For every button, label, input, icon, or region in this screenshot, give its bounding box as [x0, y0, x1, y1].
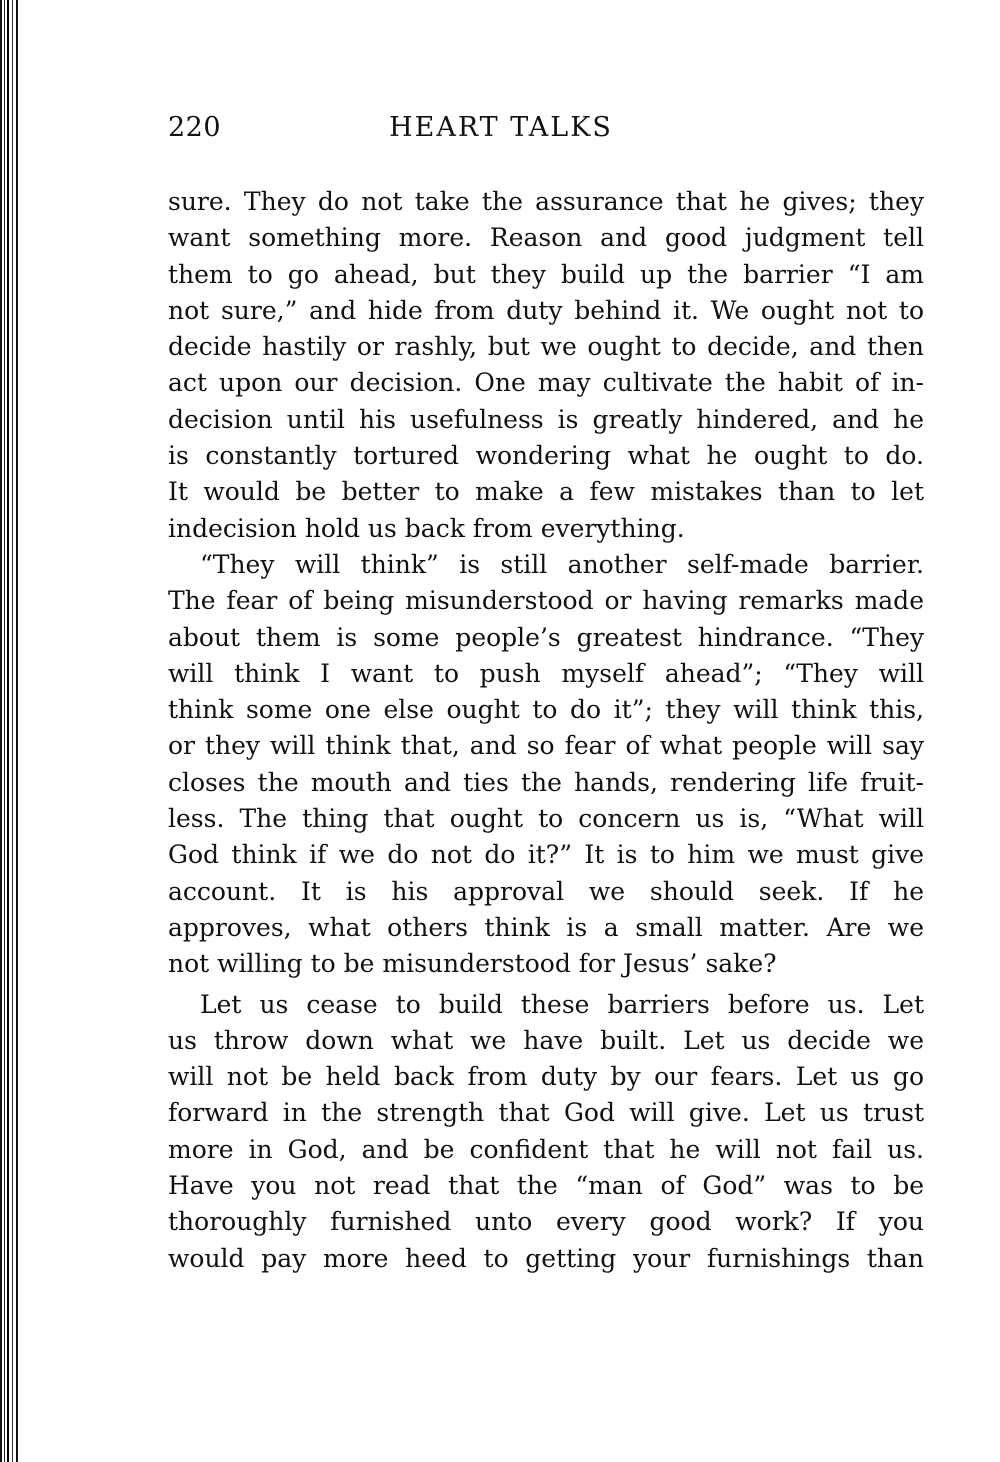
page-header — [168, 112, 924, 152]
running-title: HEART TALKS — [389, 112, 613, 143]
text-line: would pay more heed to getting your furnishings than — [168, 1243, 924, 1273]
text-line: forward in the strength that God will give. Let us trust — [168, 1098, 924, 1128]
paragraph — [168, 184, 924, 547]
text-line: less. The thing that ought to concern us is, “What will — [168, 804, 924, 834]
book-binding-edge — [0, 0, 24, 1462]
text-line: think some one else ought to do it”; they will think this, — [168, 695, 924, 725]
text-line: is constantly tortured wondering what he ought to do. — [168, 441, 924, 471]
text-line: want something more. Reason and good judgment tell — [168, 223, 924, 253]
text-line: will think I want to push myself ahead”; “They will — [168, 658, 924, 688]
text-line: Let us cease to build these barriers before us. Let — [200, 989, 924, 1019]
text-line: Have you not read that the “man of God” was to be — [168, 1171, 924, 1201]
paragraph — [168, 547, 924, 983]
body-text — [168, 184, 924, 1277]
text-line: decision until his usefulness is greatly hindered, and he — [168, 404, 924, 434]
text-line: more in God, and be confident that he will not fail us. — [168, 1134, 924, 1164]
text-line: us throw down what we have built. Let us decide we — [168, 1025, 924, 1055]
text-line: decide hastily or rashly, but we ought to decide, and then — [168, 332, 924, 362]
text-line: about them is some people’s greatest hindrance. “They — [168, 622, 924, 652]
text-line: The fear of being misunderstood or having remarks made — [168, 586, 924, 616]
page-number: 220 — [168, 112, 222, 143]
text-line: It would be better to make a few mistakes than to let — [168, 477, 924, 507]
text-line: account. It is his approval we should seek. If he — [168, 876, 924, 906]
text-line: them to go ahead, but they build up the barrier “I am — [168, 259, 924, 289]
text-line: “They will think” is still another self-made barrier. — [200, 549, 924, 579]
text-line: thoroughly furnished unto every good work? If you — [168, 1207, 924, 1237]
text-line: God think if we do not do it?” It is to him we must give — [168, 840, 924, 870]
text-line: or they will think that, and so fear of what people will say — [168, 731, 924, 761]
text-line: will not be held back from duty by our fears. Let us go — [168, 1062, 924, 1092]
text-line: closes the mouth and ties the hands, rendering life fruit- — [168, 767, 924, 797]
text-line: indecision hold us back from everything. — [168, 513, 685, 543]
text-line: not willing to be misunderstood for Jesus’ sake? — [168, 949, 777, 979]
text-line: act upon our decision. One may cultivate the habit of in- — [168, 368, 924, 398]
text-line: approves, what others think is a small matter. Are we — [168, 912, 924, 942]
paragraph — [168, 987, 924, 1277]
text-line: not sure,” and hide from duty behind it. We ought not to — [168, 295, 924, 325]
text-line: sure. They do not take the assurance that he gives; they — [168, 187, 924, 216]
